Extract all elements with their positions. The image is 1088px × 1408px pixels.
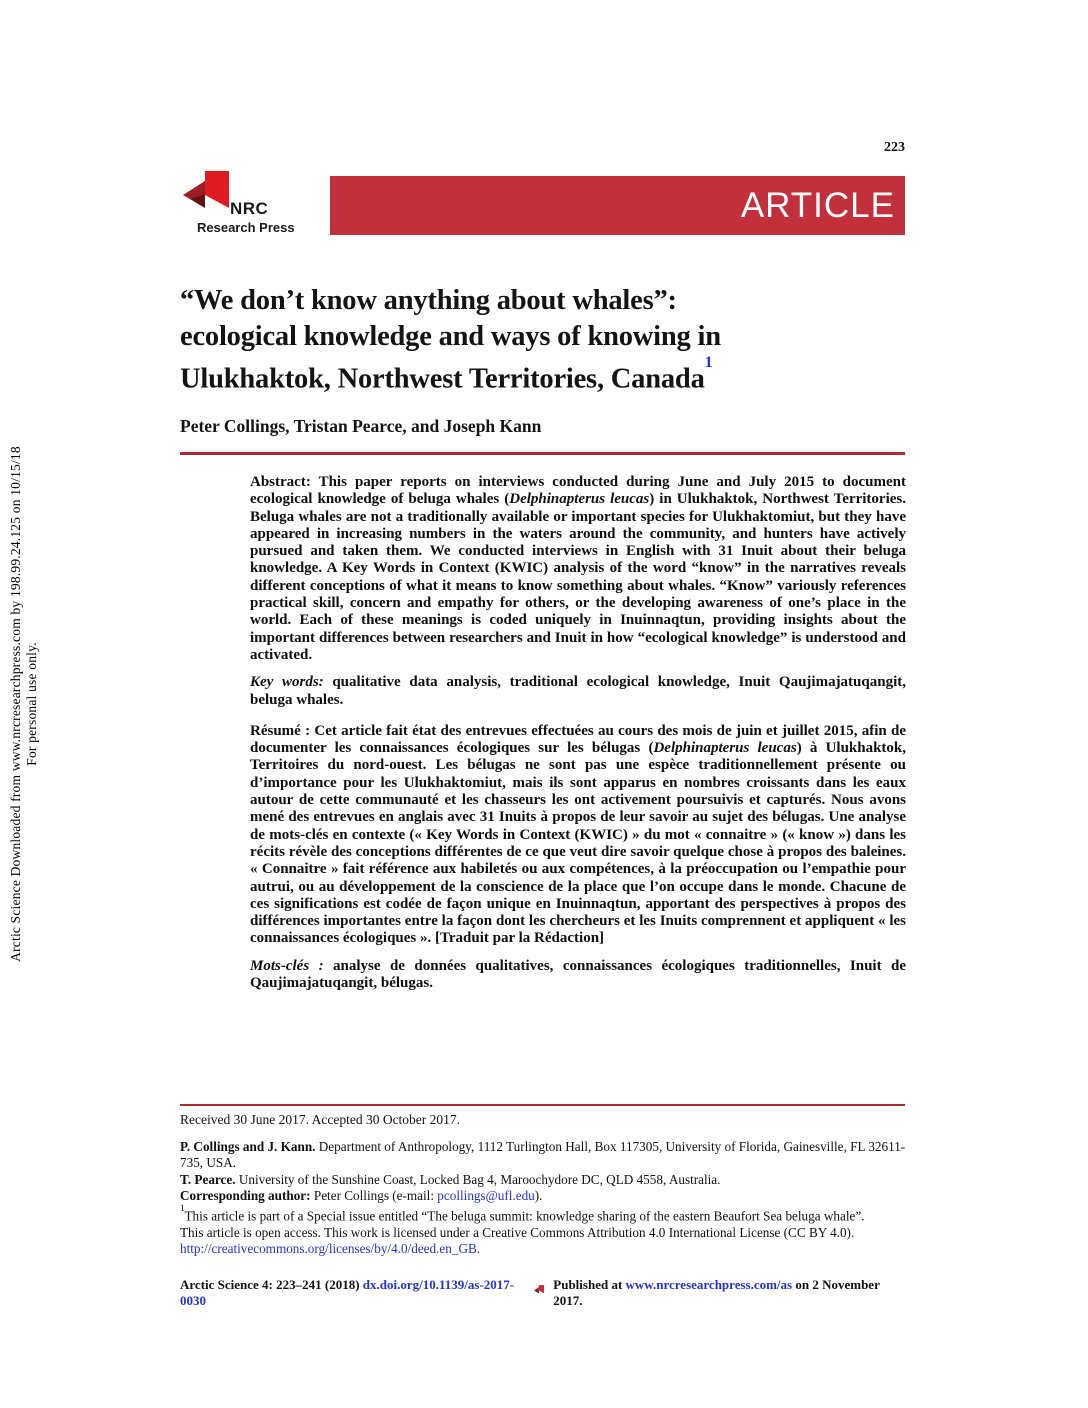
abstract-label: Abstract: xyxy=(250,474,311,490)
motscles-text: analyse de données qualitatives, connaissances écologiques traditionnelles, Inuit de Qaujimajatuqangit, bélugas. xyxy=(250,957,907,992)
corresponding-author-email-link[interactable]: pcollings@ufl.edu xyxy=(437,1187,535,1203)
published-suffix: on 2 November 2017. xyxy=(553,1277,880,1308)
open-access-text: This article is open access. This work is licensed under a Creative Commons Attribution 4.0 International License (CC BY 4.0). xyxy=(180,1224,855,1240)
journal-citation: Arctic Science 4: 223–241 (2018) xyxy=(180,1277,363,1292)
watermark-line-1: Arctic Science Downloaded from www.nrcresearchpress.com by 198.99.24.125 on 10/15/18 xyxy=(8,446,23,962)
motscles-paragraph xyxy=(250,958,906,993)
affiliation-1-names: P. Collings and J. Kann. xyxy=(180,1139,316,1154)
article-type-label: ARTICLE xyxy=(740,186,895,225)
article-type-banner xyxy=(330,176,905,235)
footnotes-block xyxy=(180,1139,908,1257)
resume-species-name: Delphinapterus leucas xyxy=(653,740,797,757)
license-period: . xyxy=(476,1241,481,1257)
doi-link[interactable]: dx.doi.org/10.1139/as-2017-0030 xyxy=(180,1277,515,1308)
affiliation-2-names: T. Pearce. xyxy=(180,1171,236,1187)
received-accepted-line: Received 30 June 2017. Accepted 30 October 2017. xyxy=(180,1112,461,1127)
title-line-3-text: Ulukhaktok, Northwest Territories, Canada xyxy=(180,363,705,395)
abstract-text-before-species: This paper reports on interviews conducted during June and July 2015 to document ecological knowledge of beluga whales ( xyxy=(250,474,906,508)
keywords-paragraph xyxy=(250,674,906,709)
affiliation-1 xyxy=(180,1139,908,1172)
title-divider-rule xyxy=(180,452,905,455)
published-text xyxy=(553,1277,906,1309)
abstract-paragraph xyxy=(250,474,906,664)
keywords-label: Key words: xyxy=(250,674,324,691)
motscles-label: Mots-clés : xyxy=(250,957,324,974)
title-footnote-marker: 1 xyxy=(704,354,713,371)
footnote-divider-rule xyxy=(180,1104,905,1106)
license-link[interactable]: http://creativecommons.org/licenses/by/4.0/deed.en_GB xyxy=(180,1241,477,1257)
open-access-footnote xyxy=(180,1225,908,1258)
footer-published xyxy=(534,1277,906,1309)
nrc-research-press-logo xyxy=(183,168,323,240)
footer-citation xyxy=(180,1277,534,1309)
page-number: 223 xyxy=(884,140,905,155)
authors-line: Peter Collings, Tristan Pearce, and Joseph Kann xyxy=(180,416,542,436)
logo-nrc-label: NRC xyxy=(230,199,269,218)
abstract-text-after-species: ) in Ulukhaktok, Northwest Territories. Beluga whales are not a traditionally available or important species for Ulukhaktomiut, but they have appeared in increasing numbers in the waters around the community, and hunters have actively pursued and taken them. We conducted interviews in English with 31 Inuit about their beluga knowledge. A Key Words in Context (KWIC) analysis of the word “know” in the narratives reveals different conceptions of what it means to know something about whales. “Know” variously references practical skill, concern and empathy for others, or the developing awareness of one’s place in the world. Each of these meanings is coded uniquely in Inuinnaqtun, providing insights about the important differences between researchers and Inuit in how “ecological knowledge” is understood and activated. xyxy=(250,491,906,663)
article-title xyxy=(180,283,910,398)
corresponding-author-close: ). xyxy=(534,1187,543,1203)
published-site-link[interactable]: www.nrcresearchpress.com/as xyxy=(625,1277,793,1292)
special-issue-footnote xyxy=(180,1204,908,1225)
title-line-1: “We don’t know anything about whales”: xyxy=(180,285,677,316)
corresponding-author-text: Peter Collings (e-mail: xyxy=(310,1187,438,1203)
keywords-text: qualitative data analysis, traditional ecological knowledge, Inuit Qaujimajatuqangit, beluga whales. xyxy=(250,674,906,708)
resume-text-before-species: Cet article fait état des entrevues effectuées au cours des mois de juin et juillet 2015, afin de documenter les connaissances écologiques sur les bélugas ( xyxy=(250,722,907,757)
affiliation-1-detail: Department of Anthropology, 1112 Turlington Hall, Box 117305, University of Florida, Gainesville, FL 32611-735, USA. xyxy=(180,1139,906,1171)
watermark-line-2: For personal use only. xyxy=(24,642,39,766)
special-issue-marker: 1 xyxy=(180,1203,185,1214)
affiliation-2 xyxy=(180,1172,908,1188)
resume-label: Résumé : xyxy=(250,722,311,739)
download-watermark xyxy=(8,354,40,1054)
abstract-species-name: Delphinapterus leucas xyxy=(509,491,650,508)
resume-text-after-species: ) à Ulukhaktok, Territoires du nord-ouest. Les bélugas ne sont pas une espèce traditionnellement présente ou d’importance pour les Ulukhaktomiut, mais ils sont apparus en nombres croissants dans les eaux autour de cette communauté et les chasseurs les ont activement poursuivis et capturés. Nous avons mené des entrevues en anglais avec 31 Inuits à propos de leur savoir au sujet des bélugas. Une analyse de mots-clés en contexte (« Key Words in Context (KWIC) » du mot « connaitre » (« know ») dans les récits révèle des conceptions différentes de ce que veut dire savoir quelque chose à propos des baleines. « Connaitre » fait référence aux habiletés ou aux compétences, à la préoccupation ou l’empathie pour autrui, ou au développement de la conscience de la place que l’on occupe dans le monde. Chacune de ces significations est codée de façon unique en Inuinnaqtun, apportant des perspectives à propos des différences importantes entre la façon dont les chercheurs et les Inuits comprennent et appliquent « les connaissances écologiques ». [Traduit par la Rédaction] xyxy=(250,740,907,947)
footer-line xyxy=(180,1277,906,1309)
resume-paragraph xyxy=(250,723,906,948)
published-prefix: Published at xyxy=(553,1277,626,1292)
title-line-3 xyxy=(180,355,910,398)
nrc-leaf-icon xyxy=(534,1284,548,1302)
corresponding-author-line xyxy=(180,1188,908,1204)
abstract-column xyxy=(250,474,906,1006)
special-issue-text: This article is part of a Special issue entitled “The beluga summit: knowledge sharing of the eastern Beaufort Sea beluga whale”. xyxy=(184,1208,865,1224)
title-line-2: ecological knowledge and ways of knowing in xyxy=(180,321,721,352)
corresponding-author-label: Corresponding author: xyxy=(180,1187,311,1203)
affiliation-2-detail: University of the Sunshine Coast, Locked Bag 4, Maroochydore DC, QLD 4558, Australia. xyxy=(235,1171,721,1187)
logo-research-press-label: Research Press xyxy=(197,220,295,235)
